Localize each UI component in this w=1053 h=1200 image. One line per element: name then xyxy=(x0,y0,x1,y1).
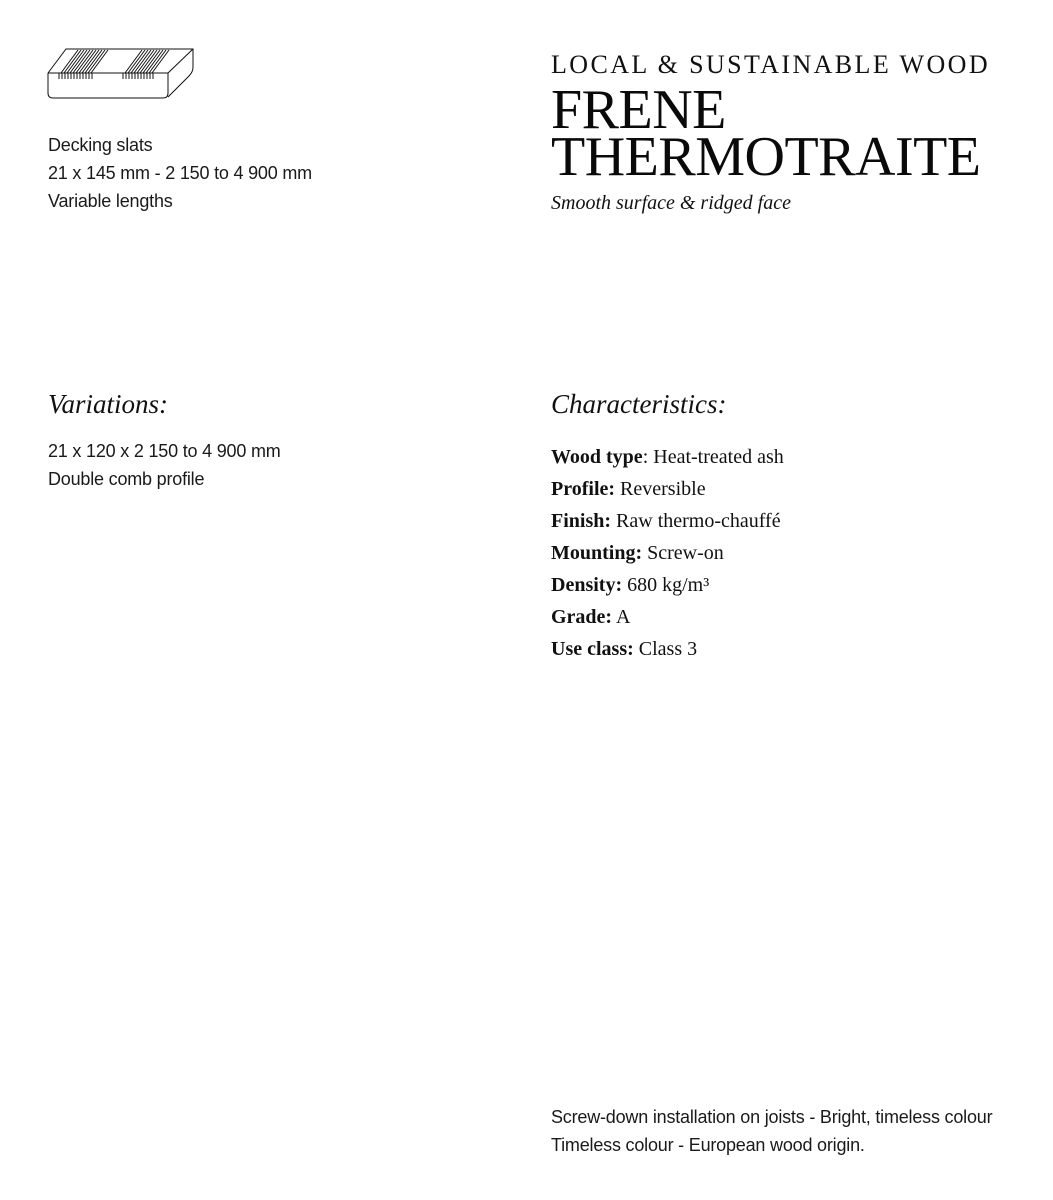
page-title xyxy=(551,79,1031,188)
characteristic-label: Profile: xyxy=(551,478,616,500)
variation-line: 21 x 120 x 2 150 to 4 900 mm xyxy=(48,441,281,461)
characteristic-row-wood-type xyxy=(551,441,784,473)
characteristics-section xyxy=(551,388,784,665)
characteristics-list xyxy=(551,441,784,665)
characteristic-separator: : xyxy=(642,446,654,468)
characteristic-row-profile xyxy=(551,473,784,505)
page-subtitle: Smooth surface & ridged face xyxy=(551,192,791,214)
product-length-note: Variable lengths xyxy=(48,191,173,211)
variation-line: Double comb profile xyxy=(48,469,205,489)
characteristic-row-grade xyxy=(551,601,784,633)
footer-line: Screw-down installation on joists - Bright, timeless colour xyxy=(551,1107,993,1127)
characteristic-value: A xyxy=(616,606,631,628)
characteristic-row-use-class xyxy=(551,633,784,665)
header-block xyxy=(551,50,1031,215)
product-type: Decking slats xyxy=(48,135,153,155)
characteristic-row-finish xyxy=(551,505,784,537)
characteristic-value: Screw-on xyxy=(647,542,724,564)
characteristic-label: Mounting: xyxy=(551,542,643,564)
footer-line: Timeless colour - European wood origin. xyxy=(551,1135,865,1155)
eyebrow-text: LOCAL & SUSTAINABLE WOOD xyxy=(551,50,991,79)
characteristic-value: 680 kg/m³ xyxy=(627,574,710,596)
characteristics-title: Characteristics: xyxy=(551,389,727,419)
title-line-1: FRENE xyxy=(551,79,726,141)
characteristic-value: Heat-treated ash xyxy=(653,446,784,468)
product-dimensions: 21 x 145 mm - 2 150 to 4 900 mm xyxy=(48,163,312,183)
characteristic-label: Use class: xyxy=(551,638,634,660)
product-info xyxy=(48,131,312,215)
characteristic-label: Finish: xyxy=(551,510,612,532)
characteristic-label: Grade: xyxy=(551,606,613,628)
characteristic-value: Raw thermo-chauffé xyxy=(616,510,781,532)
variations-list xyxy=(48,437,281,493)
footer-note xyxy=(551,1103,1031,1159)
characteristic-row-density xyxy=(551,569,784,601)
characteristic-row-mounting xyxy=(551,537,784,569)
characteristic-value: Reversible xyxy=(620,478,706,500)
decking-slat-icon xyxy=(47,46,197,102)
characteristic-label: Wood type xyxy=(551,446,643,468)
characteristic-label: Density: xyxy=(551,574,623,596)
variations-title: Variations: xyxy=(48,389,169,419)
variations-section xyxy=(48,388,281,493)
characteristic-value: Class 3 xyxy=(638,638,698,660)
title-line-2: THERMOTRAITE xyxy=(551,126,981,188)
